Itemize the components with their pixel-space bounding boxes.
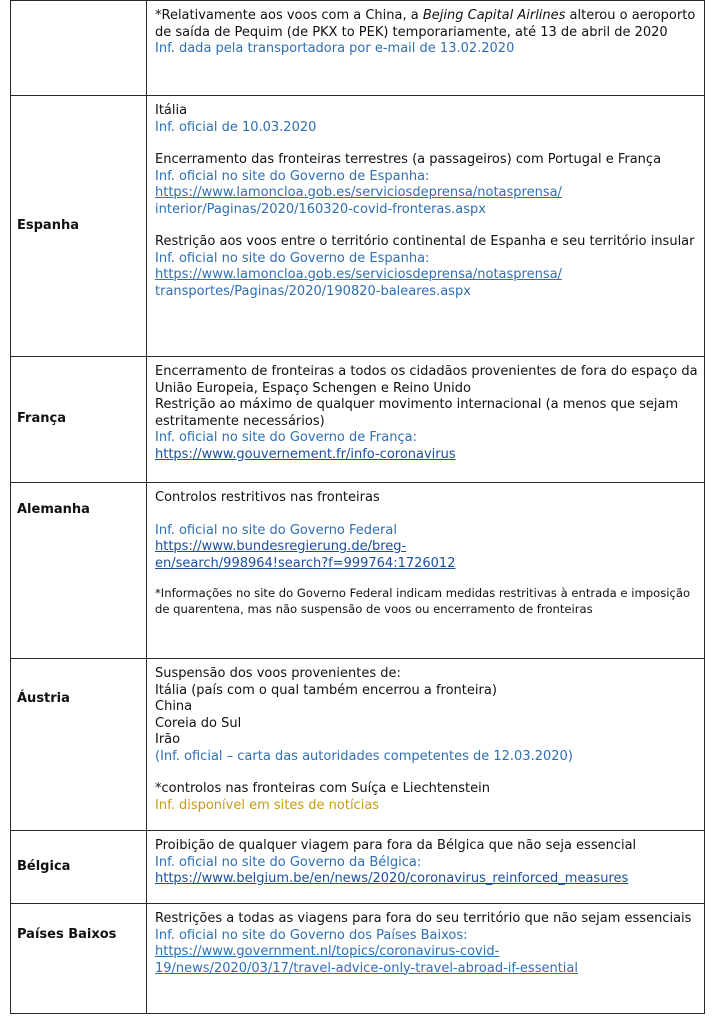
source-note: Inf. oficial no site do Governo Federal	[155, 522, 397, 538]
content-cell	[147, 1, 705, 96]
content-cell	[147, 659, 705, 831]
source-note: Inf. dada pela transportadora por e-mail de 13.02.2020	[155, 41, 515, 56]
table-row	[11, 1, 705, 96]
country-cell-austria: Áustria	[11, 659, 147, 831]
source-link[interactable]: https://www.bundesregierung.de/breg- en/search/998964!search?f=999764:1726012	[155, 539, 456, 571]
source-note: Inf. oficial no site do Governo de Espanha:	[155, 250, 430, 266]
china-note-text: *Relativamente aos voos com a China, a	[155, 8, 423, 23]
content-cell	[147, 831, 705, 904]
table-row	[11, 904, 705, 1014]
list-item: Coreia do Sul	[155, 715, 242, 731]
country-cell-france: França	[11, 357, 147, 483]
source-note: Inf. oficial no site do Governo de Espanha:	[155, 168, 430, 184]
source-note: (Inf. oficial – carta das autoridades competentes de 12.03.2020)	[155, 748, 573, 764]
measure-text: Encerramento de fronteiras a todos os cidadãos provenientes de fora do espaço da União Europeia, Espaço Schengen e Reino Unido	[155, 364, 698, 396]
list-item: Irão	[155, 732, 181, 747]
source-link[interactable]: https://www.gouvernement.fr/info-coronavirus	[155, 446, 456, 462]
source-link[interactable]: https://www.belgium.be/en/news/2020/coronavirus_reinforced_measures	[155, 871, 629, 886]
list-item: Itália (país com o qual também encerrou a fronteira)	[155, 682, 497, 698]
measure-text: Suspensão dos voos provenientes de:	[155, 666, 401, 681]
country-cell-empty	[11, 1, 147, 96]
travel-restrictions-table	[10, 0, 705, 1014]
content-cell	[147, 483, 705, 659]
source-link[interactable]: https://www.government.nl/topics/coronavirus-covid- 19/news/2020/03/17/travel-advice-only-travel-abroad-if-essential	[155, 944, 578, 976]
measure-text: Itália	[155, 103, 188, 118]
measure-text: Restrições a todas as viagens para fora do seu território que não sejam essenciais	[155, 911, 692, 926]
source-note: Inf. oficial de 10.03.2020	[155, 119, 317, 135]
airline-name: Bejing Capital Airlines	[422, 8, 566, 23]
measure-text: Controlos restritivos nas fronteiras	[155, 490, 380, 505]
measure-text: Restrição aos voos entre o território continental de Espanha e seu território insular	[155, 234, 695, 249]
list-item: China	[155, 699, 193, 714]
measure-text: Restrição ao máximo de qualquer movimento internacional (a menos que sejam estritamente necessários)	[155, 397, 679, 429]
content-cell	[147, 96, 705, 357]
source-note: Inf. oficial no site do Governo de França:	[155, 430, 417, 445]
news-source-note: Inf. disponível em sites de notícias	[155, 797, 380, 813]
table-row	[11, 96, 705, 357]
table-row	[11, 357, 705, 483]
china-note	[155, 8, 698, 41]
content-cell	[147, 904, 705, 1014]
china-note-text-after: alterou o aeroporto de saída de Pequim (de PKX to PEK) temporariamente, até 13 de abril de 2020	[155, 8, 696, 40]
country-cell-spain: Espanha	[11, 96, 147, 357]
measure-text: *controlos nas fronteiras com Suíça e Liechtenstein	[155, 781, 490, 796]
country-cell-netherlands: Países Baixos	[11, 904, 147, 1014]
country-cell-belgium: Bélgica	[11, 831, 147, 904]
table-row	[11, 483, 705, 659]
measure-text: Proibição de qualquer viagem para fora da Bélgica que não seja essencial	[155, 838, 637, 853]
content-cell	[147, 357, 705, 483]
table-row	[11, 659, 705, 831]
source-note: Inf. oficial no site do Governo dos Países Baixos:	[155, 927, 468, 943]
table-row	[11, 831, 705, 904]
measure-text: Encerramento das fronteiras terrestres (a passageiros) com Portugal e França	[155, 152, 662, 167]
footnote-text: *Informações no site do Governo Federal indicam medidas restritivas à entrada e imposição de quarentena, mas não suspensão de voos ou encerramento de fronteiras	[155, 586, 691, 616]
source-link[interactable]: https://www.lamoncloa.gob.es/serviciosdeprensa/notasprensa/ interior/Paginas/2020/160320-covid-fronteras.aspx	[155, 185, 562, 217]
source-link[interactable]: https://www.lamoncloa.gob.es/serviciosdeprensa/notasprensa/ transportes/Paginas/2020/190820-baleares.aspx	[155, 267, 562, 299]
country-cell-germany: Alemanha	[11, 483, 147, 659]
source-note: Inf. oficial no site do Governo da Bélgica:	[155, 854, 422, 870]
